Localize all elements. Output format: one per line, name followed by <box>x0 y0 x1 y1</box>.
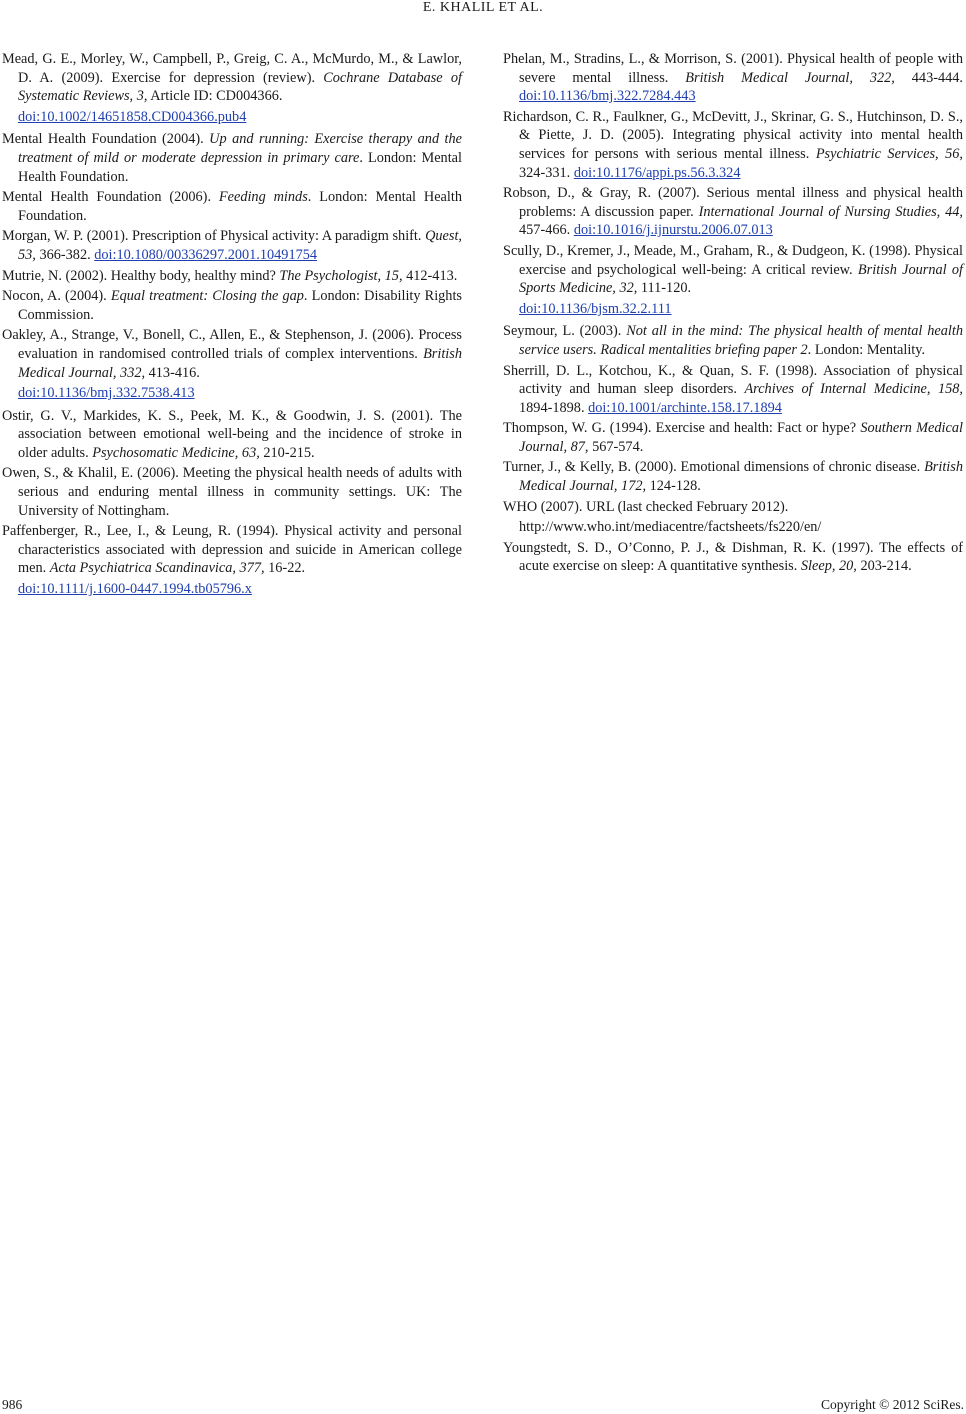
reference-text: Mental Health Foundation (2006). <box>2 189 219 206</box>
reference-source: Up and running: Exercise therapy and the treatment of mild or moderate depression in primary care <box>18 131 462 166</box>
reference-source: Feeding minds <box>218 189 308 206</box>
doi-link[interactable]: doi:10.1002/14651858.CD004366.pub4 <box>18 108 247 125</box>
references-left-column <box>2 50 462 603</box>
doi-link[interactable]: doi:10.1080/00336297.2001.10491754 <box>94 246 318 263</box>
reference-entry <box>503 362 963 418</box>
reference-entry <box>503 458 963 495</box>
reference-text: 412-413. <box>402 267 458 284</box>
reference-source: Psychiatric Services, 56, <box>815 145 963 162</box>
reference-text: Nocon, A. (2004). <box>2 288 111 305</box>
reference-entry <box>2 407 462 463</box>
reference-text: Morgan, W. P. (2001). Prescription of Physical activity: A paradigm shift. <box>2 228 426 245</box>
reference-source: Southern Medical Journal, 87, <box>519 420 963 455</box>
reference-text: 1894-1898. <box>519 399 589 416</box>
reference-source: British Journal of Sports Medicine, 32, <box>519 261 963 297</box>
reference-text: Mead, G. E., Morley, W., Campbell, P., Greig, C. A., McMurdo, M., & Lawlor, D. A. (2009). Exercise for depression (review). <box>2 51 462 86</box>
doi-link[interactable]: doi:10.1136/bjsm.32.2.111 <box>519 300 672 317</box>
reference-text: Robson, D., & Gray, R. (2007). Serious mental illness and physical health problems: A discussion paper. <box>503 185 963 220</box>
reference-text: 324-331. <box>519 164 574 181</box>
reference-text: . London: Mental Health Foundation. <box>18 189 462 224</box>
reference-source: International Journal of Nursing Studies, 44, <box>698 203 963 220</box>
reference-source: Cochrane Database of Systematic Reviews, 3, <box>18 69 462 105</box>
reference-source: The Psychologist, 15, <box>279 267 403 284</box>
reference-source: Psychosomatic Medicine, 63, <box>92 444 260 461</box>
reference-text: 457-466. <box>519 222 574 239</box>
references-right-column <box>503 50 963 578</box>
doi-link[interactable]: doi:10.1016/j.ijnurstu.2006.07.013 <box>573 222 773 239</box>
reference-text: Mutrie, N. (2002). Healthy body, healthy mind? <box>2 267 280 284</box>
reference-text: 366-382. <box>35 246 95 263</box>
reference-entry <box>503 498 963 537</box>
reference-text: Mental Health Foundation (2004). <box>2 131 210 148</box>
reference-text: 413-416. <box>145 364 200 381</box>
reference-text: Turner, J., & Kelly, B. (2000). Emotional dimensions of chronic disease. <box>503 459 925 476</box>
reference-source: British Medical Journal, 172, <box>519 459 963 495</box>
reference-text: 111-120. <box>637 280 692 297</box>
reference-text: Seymour, L. (2003). <box>503 323 627 340</box>
reference-text: Sherrill, D. L., Kotchou, K., & Quan, S. F. (1998). Association of physical activity and human sleep disorders. <box>503 362 963 398</box>
reference-text: 16-22. <box>264 560 306 577</box>
reference-text: Article ID: CD004366. <box>147 88 283 105</box>
reference-entry <box>503 50 963 106</box>
reference-entry <box>503 108 963 182</box>
reference-entry <box>2 267 462 286</box>
page-number: 986 <box>2 1397 23 1412</box>
reference-source: British Medical Journal, 322, <box>685 69 895 86</box>
copyright-notice: Copyright © 2012 SciRes. <box>820 1397 964 1412</box>
reference-entry <box>503 419 963 456</box>
reference-text: Richardson, C. R., Faulkner, G., McDevitt, J., Skrinar, G. S., Hutchinson, D. S., & Piette, J. D. (2005). Integrating physical activity into mental health services for persons with serious mental illness. <box>503 108 963 162</box>
reference-entry <box>503 539 963 576</box>
reference-text: 210-215. <box>259 444 315 461</box>
reference-text: 443-444. <box>894 69 963 86</box>
reference-source: British Medical Journal, 332, <box>18 345 462 381</box>
reference-text: Youngstedt, S. D., O’Conno, P. J., & Dishman, R. K. (1997). The effects of acute exercise on sleep: A quantitative synthesis. <box>503 539 963 575</box>
reference-source: Equal treatment: Closing the gap <box>110 288 304 305</box>
reference-text: 567-574. <box>588 438 644 455</box>
reference-source: Sleep, 20, <box>800 558 857 575</box>
doi-link[interactable]: doi:10.1136/bmj.332.7538.413 <box>18 385 195 402</box>
reference-text: Paffenberger, R., Lee, I., & Leung, R. (1994). Physical activity and personal characteristics associated with depression and suicide in American college men. <box>2 523 462 577</box>
running-header: E. KHALIL ET AL. <box>422 0 544 15</box>
reference-text: Ostir, G. V., Markides, K. S., Peek, M. K., & Goodwin, J. S. (2001). The association between emotional well-being and the incidence of stroke in older adults. <box>2 407 462 461</box>
doi-link[interactable]: doi:10.1001/archinte.158.17.1894 <box>588 399 782 416</box>
reference-entry <box>2 522 462 598</box>
reference-text: 124-128. <box>646 478 701 495</box>
reference-text: Thompson, W. G. (1994). Exercise and health: Fact or hype? <box>503 420 861 437</box>
reference-entry <box>2 188 462 225</box>
reference-entry <box>2 464 462 520</box>
reference-source: Quest, 53, <box>18 228 462 263</box>
doi-link[interactable]: doi:10.1176/appi.ps.56.3.324 <box>573 164 741 181</box>
reference-source: Not all in the mind: The physical health of mental health service users. Radical mentalities briefing paper 2 <box>519 323 963 358</box>
doi-link[interactable]: doi:10.1136/bmj.322.7284.443 <box>519 88 696 105</box>
reference-text: Phelan, M., Stradins, L., & Morrison, S. (2001). Physical health of people with severe mental illness. <box>503 51 963 86</box>
reference-text: Oakley, A., Strange, V., Bonell, C., Allen, E., & Stephenson, J. (2006). Process evaluation in randomised controlled trials of complex interventions. <box>2 327 462 362</box>
doi-link[interactable]: doi:10.1111/j.1600-0447.1994.tb05796.x <box>18 581 252 598</box>
reference-text: Scully, D., Kremer, J., Meade, M., Graham, R., & Dudgeon, K. (1998). Physical exercise and psychological well-being: A critical review. <box>503 242 963 278</box>
reference-entry <box>2 287 462 324</box>
reference-source: Archives of Internal Medicine, 158, <box>744 381 963 398</box>
reference-text: 203-214. <box>856 558 912 575</box>
reference-text: . London: Disability Rights Commission. <box>18 288 462 323</box>
reference-entry <box>2 130 462 186</box>
reference-source: Acta Psychiatrica Scandinavica, 377, <box>49 560 265 577</box>
reference-entry <box>2 227 462 264</box>
reference-entry <box>2 326 462 402</box>
reference-entry <box>503 242 963 318</box>
reference-text: WHO (2007). URL (last checked February 2012). <box>503 498 789 515</box>
reference-text: . London: Mentality. <box>807 341 926 358</box>
reference-entry <box>503 322 963 359</box>
reference-entry <box>503 184 963 240</box>
reference-text: . London: Mental Health Foundation. <box>18 149 462 185</box>
reference-url: http://www.who.int/mediacentre/factsheets/fs220/en/ <box>519 519 822 536</box>
reference-text: Owen, S., & Khalil, E. (2006). Meeting the physical health needs of adults with serious and enduring mental illness in community settings. UK: The University of Nottingham. <box>2 465 462 519</box>
reference-entry <box>2 50 462 126</box>
